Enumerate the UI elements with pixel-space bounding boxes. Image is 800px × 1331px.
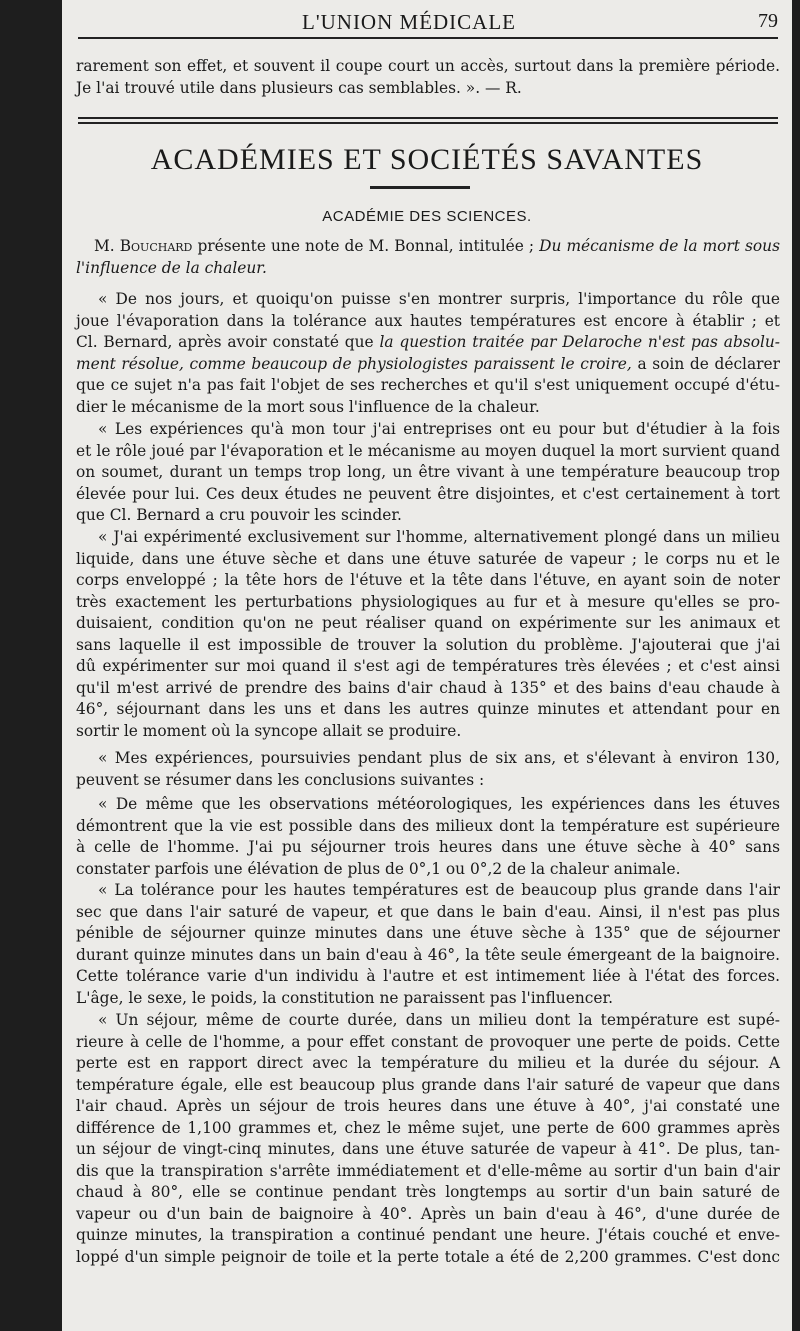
text-line: « De même que les observations météorologiques, les expériences dans les étuves bbox=[98, 795, 780, 813]
text-line: différence de 1,100 grammes et, chez le même sujet, une perte de 600 grammes après bbox=[76, 1118, 780, 1137]
text-line: que Cl. Bernard a cru pouvoir les scinder. bbox=[76, 506, 402, 524]
text-line: dû expérimenter sur moi quand il s'est agi de températures très élevées ; et c'est ainsi bbox=[76, 657, 780, 675]
title-underline bbox=[370, 186, 470, 189]
text-line: loppé d'un simple peignoir de toile et la perte totale a été de 2,200 grammes. C'est donc bbox=[76, 1247, 780, 1266]
text-line: ment résolue, comme beaucoup de physiologistes paraissent le croire, a soin de déclarer bbox=[76, 354, 780, 373]
running-header bbox=[62, 6, 792, 36]
text-line: « De nos jours, et quoiqu'on puisse s'en montrer surpris, l'importance du rôle que bbox=[98, 290, 780, 308]
text-line: « J'ai expérimenté exclusivement sur l'homme, alternativement plongé dans un milieu bbox=[98, 528, 780, 546]
page-number: 79 bbox=[758, 10, 778, 32]
text-line: très exactement les perturbations physiologiques au fur et à mesure qu'elles se pro- bbox=[76, 592, 780, 611]
note-title-start: Du mécanisme de la mort sous bbox=[539, 237, 780, 255]
text-line: l'air chaud. Après un séjour de trois heures dans une étuve à 40°, j'ai constaté une bbox=[76, 1097, 780, 1115]
text-line: température égale, elle est beaucoup plus grande dans l'air saturé de vapeur que dans bbox=[76, 1075, 780, 1094]
text-line: sortir le moment où la syncope allait se produire. bbox=[76, 721, 462, 740]
text-line: qu'il m'est arrivé de prendre des bains d'air chaud à 135° et des bains d'eau chaude à bbox=[76, 678, 780, 697]
text-line: pénible de séjourner quinze minutes dans une étuve sèche à 135° que de séjourner bbox=[76, 924, 780, 942]
text-line: quinze minutes, la transpiration a continué pendant une heure. J'étais couché et enve- bbox=[76, 1226, 780, 1244]
text-line: « Mes expériences, poursuivies pendant plus de six ans, et s'élevant à environ 130, bbox=[98, 749, 780, 767]
text-line: vapeur ou d'un bain de baignoire à 40°. Après un bain d'eau à 46°, d'une durée de bbox=[76, 1204, 780, 1223]
text-line: et le rôle joué par l'évaporation et le mécanisme au moyen duquel la mort survient quand bbox=[76, 441, 780, 460]
text-line: rarement son effet, et souvent il coupe court un accès, surtout dans la première période. bbox=[76, 57, 780, 75]
header-rule bbox=[78, 37, 778, 39]
text-line: élevée pour lui. Ces deux études ne peuvent être disjointes, et c'est certainement à tort bbox=[76, 484, 780, 503]
text-line: rieure à celle de l'homme, a pour effet constant de provoquer une perte de poids. Cette bbox=[76, 1032, 780, 1051]
text-line: perte est en rapport direct avec la température du milieu et la durée du séjour. A bbox=[76, 1054, 780, 1072]
text-line: démontrent que la vie est possible dans des milieux dont la température est supérieure bbox=[76, 816, 780, 835]
paragraph-3 bbox=[76, 527, 780, 742]
text-line: un séjour de vingt-cinq minutes, dans une étuve saturée de vapeur à 41°. De plus, tan- bbox=[76, 1140, 780, 1158]
note-text: présente une note de M. Bonnal, intitulée ; bbox=[197, 237, 535, 255]
text-line: liquide, dans une étuve sèche et dans une étuve saturée de vapeur ; le corps nu et le bbox=[76, 549, 780, 568]
note-title-end: l'influence de la chaleur. bbox=[76, 258, 267, 277]
text-line: Je l'ai trouvé utile dans plusieurs cas semblables. ». — R. bbox=[76, 78, 522, 97]
paragraph-2 bbox=[76, 419, 780, 527]
text-line: chaud à 80°, elle se continue pendant très longtemps au sortir d'un bain saturé de bbox=[76, 1183, 780, 1201]
text-line: joue l'évaporation dans la tolérance aux hautes températures est encore à établir ; et bbox=[76, 311, 780, 330]
text-line: « Un séjour, même de courte durée, dans un milieu dont la température est supé- bbox=[98, 1011, 780, 1029]
note-intro bbox=[76, 236, 780, 279]
paragraph-6 bbox=[76, 880, 780, 1009]
paragraph-1 bbox=[76, 289, 780, 418]
text-line: durant quinze minutes dans un bain d'eau à 46°, la tête seule émergeant de la baignoire. bbox=[76, 945, 780, 964]
text-line: L'âge, le sexe, le poids, la constitution ne paraissent pas l'influencer. bbox=[76, 988, 614, 1007]
text-line: corps enveloppé ; la tête hors de l'étuve et la tête dans l'étuve, en ayant soin de noter bbox=[76, 571, 780, 589]
subsection-title: ACADÉMIE DES SCIENCES. bbox=[322, 208, 532, 225]
text-line: on soumet, durant un temps trop long, un être vivant à une température beaucoup trop bbox=[76, 463, 780, 481]
text-line: duisaient, condition qu'on ne peut réaliser quand on expérimente sur les animaux et bbox=[76, 614, 780, 632]
section-divider-bottom bbox=[78, 122, 778, 124]
journal-title: L'UNION MÉDICALE bbox=[302, 10, 517, 34]
text-line: que ce sujet n'a pas fait l'objet de ses recherches et qu'il s'est uniquement occupé d'étu- bbox=[76, 376, 780, 394]
text-line: dier le mécanisme de la mort sous l'influence de la chaleur. bbox=[76, 397, 540, 416]
section-title: ACADÉMIES ET SOCIÉTÉS SAVANTES bbox=[150, 143, 704, 176]
note-author: Bouchard bbox=[119, 237, 193, 255]
text-line: Cette tolérance varie d'un individu à l'autre et est intimement liée à l'état des forces. bbox=[76, 967, 780, 985]
text-line: sans laquelle il est impossible de trouver la solution du problème. J'ajouterai que j'ai bbox=[76, 635, 780, 654]
note-lead: M. bbox=[94, 237, 115, 255]
text-line: à celle de l'homme. J'ai pu séjourner trois heures dans une étuve sèche à 40° sans bbox=[76, 838, 780, 856]
text-line: Cl. Bernard, après avoir constaté que la question traitée par Delaroche n'est pas absolu- bbox=[76, 333, 780, 351]
text-line: constater parfois une élévation de plus de 0°,1 ou 0°,2 de la chaleur animale. bbox=[76, 859, 681, 878]
text-line: peuvent se résumer dans les conclusions suivantes : bbox=[76, 770, 485, 789]
text-line: sec que dans l'air saturé de vapeur, et que dans le bain d'eau. Ainsi, il n'est pas plus bbox=[76, 902, 780, 921]
paragraph-7 bbox=[76, 1010, 780, 1268]
paragraph-4 bbox=[76, 748, 780, 791]
paragraph-5 bbox=[76, 794, 780, 880]
text-line: « Les expériences qu'à mon tour j'ai entreprises ont eu pour but d'étudier à la fois bbox=[98, 420, 780, 438]
text-line: 46°, séjournant dans les uns et dans les autres quinze minutes et attendant pour en bbox=[76, 700, 780, 718]
text-line: « La tolérance pour les hautes températures est de beaucoup plus grande dans l'air bbox=[98, 881, 780, 899]
section-divider-top bbox=[78, 117, 778, 119]
intro-paragraph bbox=[76, 56, 780, 99]
journal-page bbox=[62, 0, 792, 1331]
text-line: dis que la transpiration s'arrête immédiatement et d'elle-même au sortir d'un bain d'air bbox=[76, 1161, 780, 1180]
